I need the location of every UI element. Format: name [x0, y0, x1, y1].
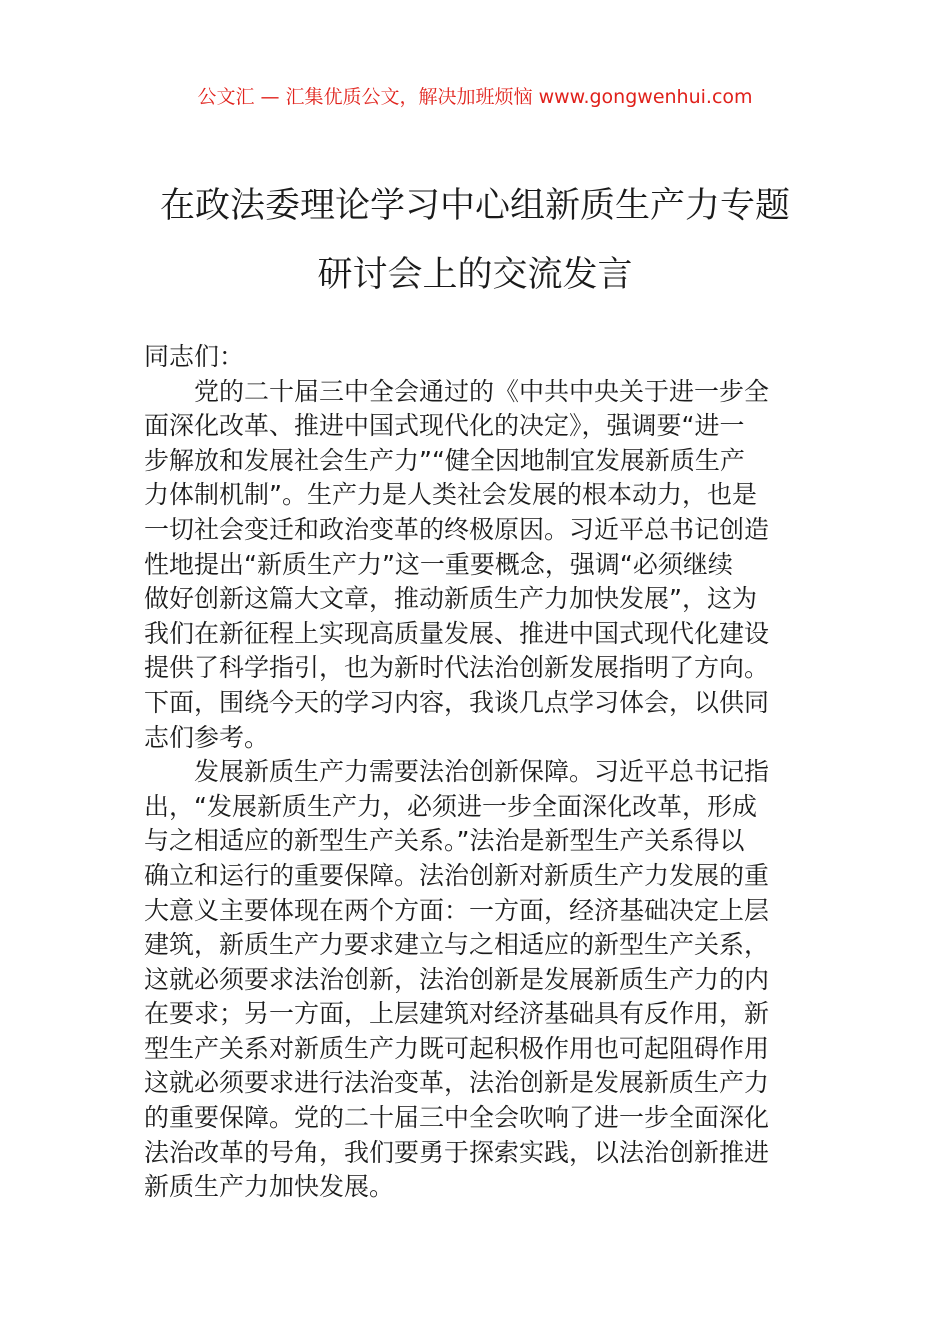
paragraph-1: [144, 375, 810, 756]
paragraph-line: 步解放和发展社会生产力”“健全因地制宜发展新质生产: [144, 445, 745, 475]
paragraph-line: 志们参考。: [144, 722, 270, 752]
paragraph-line: 在要求；另一方面，上层建筑对经济基础具有反作用，新: [144, 999, 770, 1029]
paragraph-line: 力体制机制”。生产力是人类社会发展的根本动力，也是: [144, 480, 757, 510]
paragraph-line: 法治改革的号角，我们要勇于探索实践，以法治创新推进: [144, 1137, 770, 1167]
paragraph-line: 建筑，新质生产力要求建立与之相适应的新型生产关系，: [144, 930, 770, 960]
header-banner: 公文汇 — 汇集优质公文，解决加班烦恼 www.gongwenhui.com: [197, 86, 753, 108]
document-title: [120, 172, 830, 310]
paragraph-line: 型生产关系对新质生产力既可起积极作用也可起阻碍作用: [144, 1033, 770, 1063]
paragraph-line: 性地提出“新质生产力”这一重要概念，强调“必须继续: [144, 549, 733, 579]
paragraph-line: 党的二十届三中全会通过的《中共中央关于进一步全: [194, 376, 770, 406]
paragraph-line: 这就必须要求进行法治变革，法治创新是发展新质生产力: [144, 1068, 770, 1098]
paragraph-line: 与之相适应的新型生产关系。”法治是新型生产关系得以: [144, 826, 745, 856]
paragraph-line: 大意义主要体现在两个方面：一方面，经济基础决定上层: [144, 895, 770, 925]
paragraph-line: 新质生产力加快发展。: [144, 1172, 395, 1202]
paragraph-line: 一切社会变迁和政治变革的终极原因。习近平总书记创造: [144, 514, 770, 544]
paragraph-2: [144, 755, 810, 1205]
paragraph-line: 做好创新这篇大文章，推动新质生产力加快发展”，这为: [144, 584, 757, 614]
paragraph-line: 下面，围绕今天的学习内容，我谈几点学习体会，以供同: [144, 687, 770, 717]
paragraph-line: 的重要保障。党的二十届三中全会吹响了进一步全面深化: [144, 1103, 770, 1133]
title-line: 在政法委理论学习中心组新质生产力专题: [159, 186, 790, 226]
salutation: 同志们：: [144, 342, 245, 371]
paragraph-line: 我们在新征程上实现高质量发展、推进中国式现代化建设: [144, 618, 770, 648]
title-line: 研讨会上的交流发言: [317, 255, 633, 295]
paragraph-line: 出，“发展新质生产力，必须进一步全面深化改革，形成: [144, 791, 757, 821]
paragraph-line: 发展新质生产力需要法治创新保障。习近平总书记指: [194, 757, 770, 787]
paragraph-line: 确立和运行的重要保障。法治创新对新质生产力发展的重: [144, 860, 770, 890]
paragraph-line: 这就必须要求法治创新，法治创新是发展新质生产力的内: [144, 964, 770, 994]
paragraph-line: 提供了科学指引，也为新时代法治创新发展指明了方向。: [144, 653, 770, 683]
paragraph-line: 面深化改革、推进中国式现代化的决定》，强调要“进一: [144, 411, 745, 441]
document-body: [144, 340, 810, 1205]
